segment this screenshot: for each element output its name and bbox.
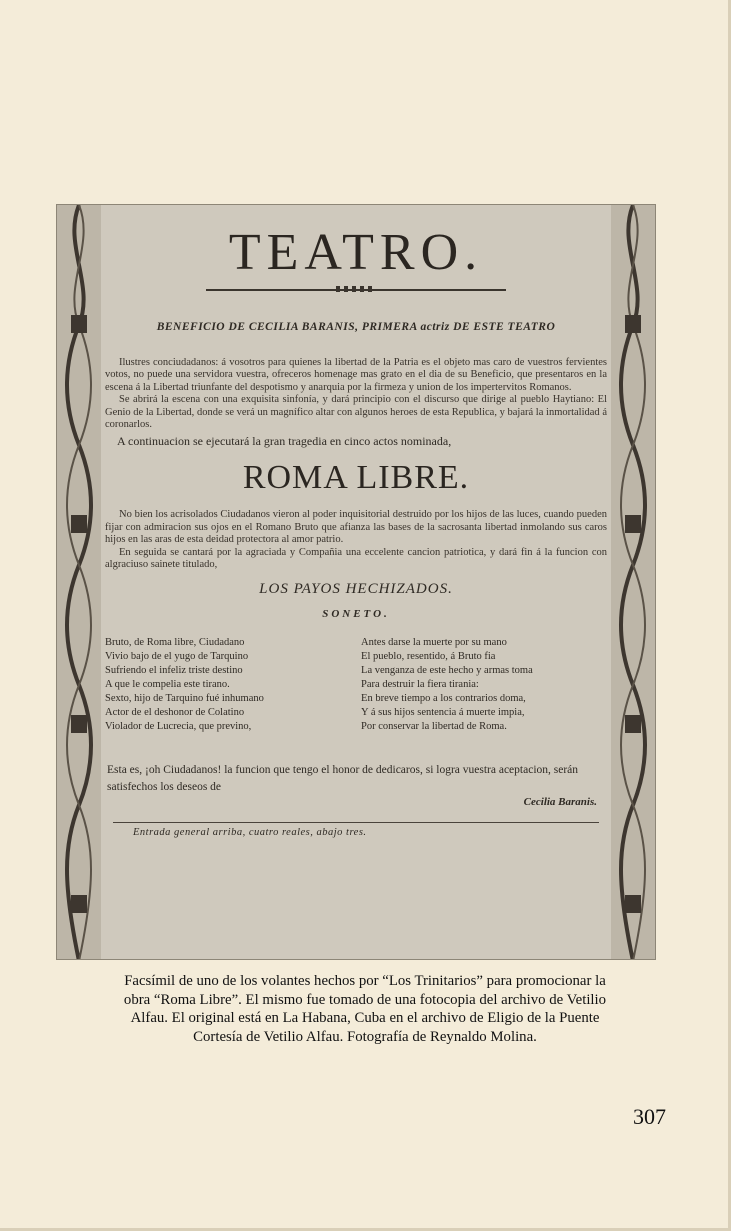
playbill-sheet [99, 219, 613, 959]
closing-dedication: Esta es, ¡oh Ciudadanos! la funcion que tengo el honor de dedicaros, si logra vuestra aceptacion, serán satisfechos los deseos de [107, 764, 579, 794]
sonnet-line: La venganza de este hecho y armas toma [361, 665, 533, 677]
benefit-line: BENEFICIO DE CECILIA BARANIS, PRIMERA actriz DE ESTE TEATRO [156, 321, 556, 333]
caption-line: obra “Roma Libre”. El mismo fue tomado de una fotocopia del archivo de Vetilio [123, 991, 607, 1008]
sonnet [105, 636, 607, 734]
facsimile-photo [56, 204, 656, 960]
sonnet-line: Por conservar la libertad de Roma. [361, 721, 507, 733]
title-ornament-rule [206, 285, 506, 295]
sonnet-right-column [361, 636, 607, 734]
ornamental-border-left [57, 205, 101, 960]
sonnet-line: Y á sus hijos sentencia á muerte impia, [361, 707, 525, 719]
sonnet-line: Sexto, hijo de Tarquino fué inhumano [105, 693, 264, 705]
play-title: ROMA LIBRE. [242, 459, 470, 497]
caption-line: Facsímil de uno de los volantes hechos por “Los Trinitarios” para promocionar la [124, 973, 606, 989]
playbill-title: TEATRO. [228, 224, 484, 281]
sonnet-line: Violador de Lucrecia, que previno, [105, 721, 252, 733]
intro-paragraph: Ilustres conciudadanos: á vosotros para quienes la libertad de la Patria es el objeto mas caro de vuestros fervientes votos, no puede una servidora vuestra, ofreceros homenage mas grato en el dia de su Beneficio, que presentaros en la escena á la Libertad triunfante del despotismo y anarquia por la firmeza y union de los impertervitos Romanos. [105, 357, 607, 393]
farce-title: LOS PAYOS HECHIZADOS. [259, 581, 453, 598]
caption-line: Alfau. El original está en La Habana, Cuba en el archivo de Eligio de la Puente [130, 1010, 600, 1026]
tragedy-announcement: A continuacion se ejecutará la gran tragedia en cinco actos nominada, [117, 434, 452, 449]
sonnet-line: Vivio bajo de el yugo de Tarquino [105, 651, 249, 663]
sonnet-line: A que le compelia este tirano. [105, 679, 230, 691]
sonnet-left-column [105, 636, 351, 734]
play-description: No bien los acrisolados Ciudadanos vieron al poder inquisitorial destruido por los hijos de las luces, cuando pueden fijar con admiracion sus ojos en el Romano Bruto que afianza las bases de la sacrosanta libertad inmolando sus caros hijos en las aras de esta deidad protectora al amor patrio. [105, 509, 607, 546]
song-paragraph: En seguida se cantará por la agraciada y Compañia una eccelente cancion patriotica, y dará fin á la funcion con algraciuso sainete titulado, [105, 546, 607, 571]
sonnet-line: Bruto, de Roma libre, Ciudadano [105, 637, 245, 649]
sonnet-line: Actor de el deshonor de Colatino [105, 707, 245, 719]
sonnet-line: Sufriendo el infeliz triste destino [105, 665, 243, 677]
figure-caption [50, 972, 680, 1046]
page-number: 307 [633, 1104, 666, 1129]
sonnet-line: Antes darse la muerte por su mano [361, 637, 507, 649]
sonnet-line: El pueblo, resentido, á Bruto fia [361, 651, 496, 663]
entrance-prices: Entrada general arriba, cuatro reales, abajo tres. [133, 827, 367, 839]
ornamental-border-right [611, 205, 655, 960]
caption-line: Cortesía de Vetilio Alfau. Fotografía de Reynaldo Molina. [193, 1028, 537, 1045]
signature: Cecilia Baranis. [523, 796, 597, 809]
sonnet-heading: SONETO. [322, 608, 390, 621]
sonnet-line: Para destruir la fiera tirania: [361, 679, 479, 691]
entrance-divider [113, 822, 599, 823]
overture-paragraph: Se abrirá la escena con una exquisita sinfonía, y dará principio con el discurso que dirige al pueblo Haytiano: El Genio de la Libertad, donde se verá un magnífico altar con algunos heroes de esta Republica, y bajará la inmortalidad á coronarlos. [105, 394, 607, 431]
sonnet-line: En breve tiempo a los contrarios doma, [361, 693, 526, 705]
